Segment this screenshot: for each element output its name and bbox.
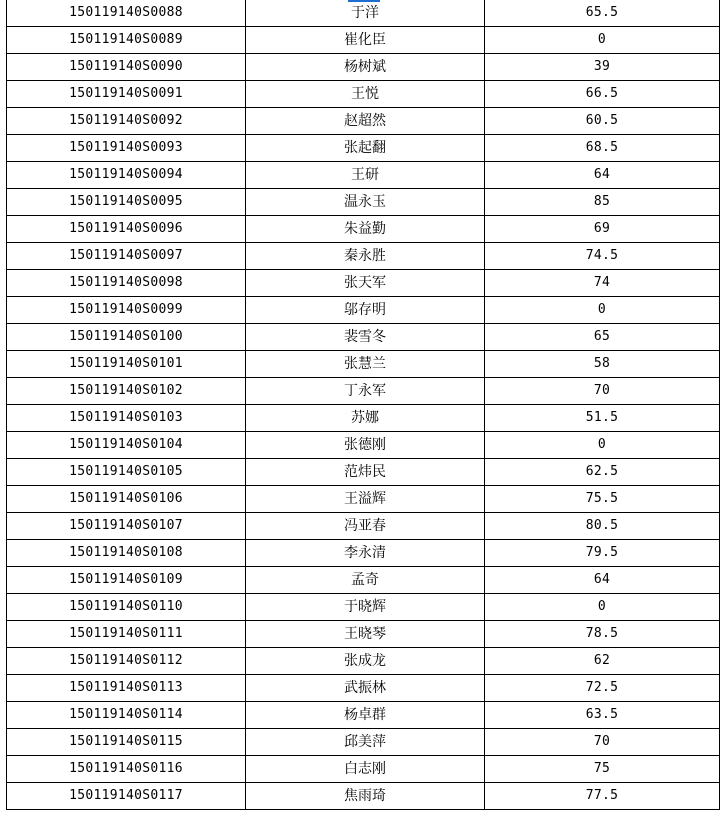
candidate-id-cell: 150119140S0107 (7, 513, 246, 540)
table-row (7, 351, 720, 378)
candidate-id-cell: 150119140S0117 (7, 783, 246, 810)
candidate-name-cell: 崔化臣 (246, 27, 485, 54)
table-row (7, 567, 720, 594)
score-cell: 63.5 (485, 702, 720, 729)
score-table-body (7, 0, 720, 810)
candidate-id-cell: 150119140S0092 (7, 108, 246, 135)
candidate-name-cell: 张慧兰 (246, 351, 485, 378)
score-cell: 74 (485, 270, 720, 297)
candidate-name-cell: 范炜民 (246, 459, 485, 486)
candidate-id-cell: 150119140S0089 (7, 27, 246, 54)
candidate-id-cell: 150119140S0091 (7, 81, 246, 108)
candidate-id-cell: 150119140S0114 (7, 702, 246, 729)
candidate-name-cell: 温永玉 (246, 189, 485, 216)
score-cell: 68.5 (485, 135, 720, 162)
candidate-name-cell: 李永清 (246, 540, 485, 567)
table-row (7, 270, 720, 297)
candidate-name-cell: 朱益勤 (246, 216, 485, 243)
score-cell: 62.5 (485, 459, 720, 486)
table-row (7, 702, 720, 729)
table-row (7, 135, 720, 162)
score-cell: 0 (485, 432, 720, 459)
candidate-name-cell: 王晓琴 (246, 621, 485, 648)
candidate-id-cell: 150119140S0105 (7, 459, 246, 486)
score-cell: 69 (485, 216, 720, 243)
candidate-name-cell: 焦雨琦 (246, 783, 485, 810)
candidate-id-cell: 150119140S0093 (7, 135, 246, 162)
table-row (7, 324, 720, 351)
candidate-name-cell: 白志刚 (246, 756, 485, 783)
candidate-id-cell: 150119140S0101 (7, 351, 246, 378)
table-row (7, 486, 720, 513)
table-row (7, 432, 720, 459)
candidate-name-cell: 秦永胜 (246, 243, 485, 270)
score-cell: 0 (485, 27, 720, 54)
table-row (7, 27, 720, 54)
table-row (7, 297, 720, 324)
candidate-name-cell: 赵超然 (246, 108, 485, 135)
score-cell: 65.5 (485, 0, 720, 27)
score-cell: 64 (485, 162, 720, 189)
candidate-name-cell: 张成龙 (246, 648, 485, 675)
candidate-id-cell: 150119140S0112 (7, 648, 246, 675)
score-cell: 80.5 (485, 513, 720, 540)
table-row (7, 594, 720, 621)
candidate-id-cell: 150119140S0109 (7, 567, 246, 594)
candidate-id-cell: 150119140S0096 (7, 216, 246, 243)
candidate-id-cell: 150119140S0108 (7, 540, 246, 567)
table-row (7, 216, 720, 243)
candidate-id-cell: 150119140S0100 (7, 324, 246, 351)
table-row (7, 162, 720, 189)
table-row (7, 675, 720, 702)
table-row (7, 81, 720, 108)
score-cell: 62 (485, 648, 720, 675)
candidate-id-cell: 150119140S0098 (7, 270, 246, 297)
candidate-id-cell: 150119140S0115 (7, 729, 246, 756)
score-cell: 85 (485, 189, 720, 216)
candidate-id-cell: 150119140S0090 (7, 54, 246, 81)
candidate-id-cell: 150119140S0088 (7, 0, 246, 27)
score-table (6, 0, 720, 810)
score-cell: 66.5 (485, 81, 720, 108)
candidate-name-cell: 王悦 (246, 81, 485, 108)
candidate-name-cell: 张天军 (246, 270, 485, 297)
candidate-name-cell: 武振林 (246, 675, 485, 702)
score-cell: 75.5 (485, 486, 720, 513)
candidate-name-cell: 丁永军 (246, 378, 485, 405)
score-cell: 65 (485, 324, 720, 351)
score-cell: 51.5 (485, 405, 720, 432)
candidate-name-cell: 邱美萍 (246, 729, 485, 756)
table-row (7, 540, 720, 567)
score-cell: 39 (485, 54, 720, 81)
candidate-name-cell: 杨树斌 (246, 54, 485, 81)
candidate-id-cell: 150119140S0094 (7, 162, 246, 189)
candidate-name-cell: 苏娜 (246, 405, 485, 432)
candidate-id-cell: 150119140S0111 (7, 621, 246, 648)
score-cell: 70 (485, 729, 720, 756)
candidate-id-cell: 150119140S0113 (7, 675, 246, 702)
candidate-name-cell: 于洋 (246, 0, 485, 27)
score-cell: 72.5 (485, 675, 720, 702)
score-cell: 74.5 (485, 243, 720, 270)
table-row (7, 189, 720, 216)
score-cell: 0 (485, 594, 720, 621)
table-row (7, 243, 720, 270)
score-cell: 77.5 (485, 783, 720, 810)
candidate-id-cell: 150119140S0095 (7, 189, 246, 216)
candidate-name-cell: 于晓辉 (246, 594, 485, 621)
candidate-id-cell: 150119140S0110 (7, 594, 246, 621)
candidate-id-cell: 150119140S0099 (7, 297, 246, 324)
candidate-id-cell: 150119140S0102 (7, 378, 246, 405)
candidate-name-cell: 邬存明 (246, 297, 485, 324)
candidate-id-cell: 150119140S0103 (7, 405, 246, 432)
score-cell: 58 (485, 351, 720, 378)
table-row (7, 621, 720, 648)
table-row (7, 729, 720, 756)
score-cell: 78.5 (485, 621, 720, 648)
table-row (7, 459, 720, 486)
candidate-name-cell: 张德刚 (246, 432, 485, 459)
score-cell: 79.5 (485, 540, 720, 567)
score-cell: 64 (485, 567, 720, 594)
table-row (7, 513, 720, 540)
candidate-id-cell: 150119140S0116 (7, 756, 246, 783)
candidate-name-cell: 张起翻 (246, 135, 485, 162)
candidate-name-cell: 王研 (246, 162, 485, 189)
score-cell: 75 (485, 756, 720, 783)
candidate-name-cell: 裴雪冬 (246, 324, 485, 351)
score-cell: 60.5 (485, 108, 720, 135)
score-cell: 70 (485, 378, 720, 405)
table-row (7, 108, 720, 135)
table-row (7, 378, 720, 405)
candidate-name-cell: 王溢辉 (246, 486, 485, 513)
candidate-name-cell: 冯亚春 (246, 513, 485, 540)
table-row (7, 783, 720, 810)
candidate-name-cell: 孟奇 (246, 567, 485, 594)
candidate-id-cell: 150119140S0106 (7, 486, 246, 513)
table-row (7, 54, 720, 81)
score-cell: 0 (485, 297, 720, 324)
table-row (7, 405, 720, 432)
candidate-id-cell: 150119140S0097 (7, 243, 246, 270)
table-row (7, 0, 720, 27)
candidate-name-cell: 杨卓群 (246, 702, 485, 729)
candidate-id-cell: 150119140S0104 (7, 432, 246, 459)
table-row (7, 648, 720, 675)
table-row (7, 756, 720, 783)
